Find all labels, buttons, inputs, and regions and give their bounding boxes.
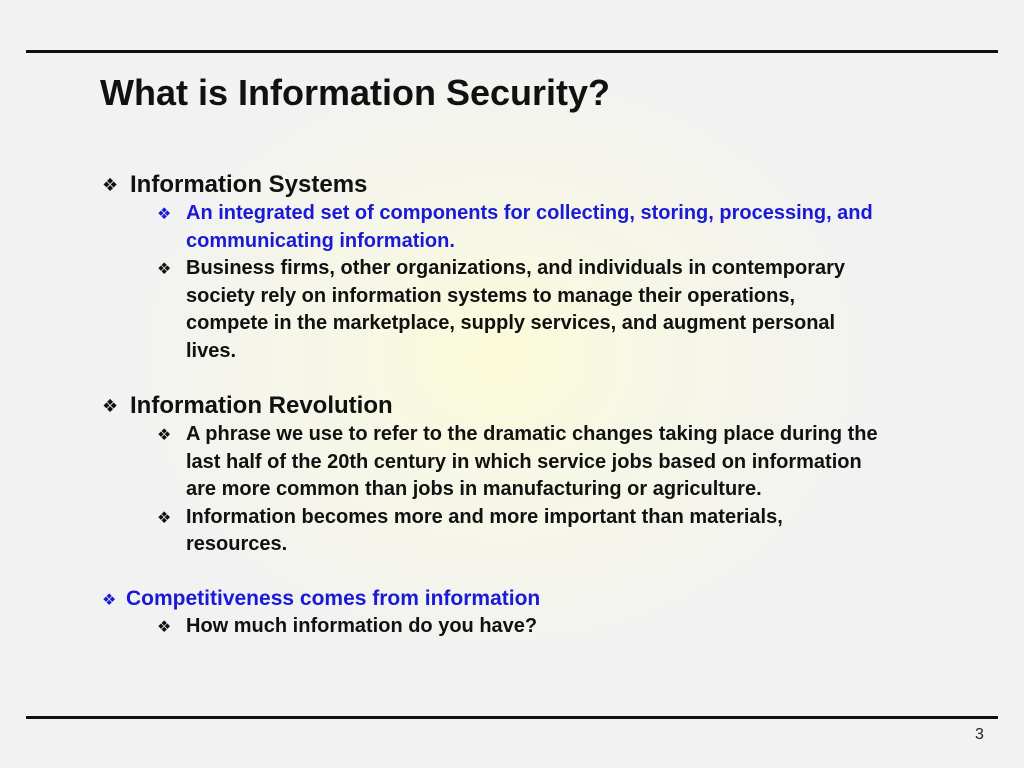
diamond-bullet-icon: ❖ bbox=[157, 425, 172, 444]
list-item bbox=[157, 421, 882, 504]
diamond-bullet-icon: ❖ bbox=[157, 616, 172, 636]
section-heading: Information Systems bbox=[130, 171, 368, 198]
section-competitiveness bbox=[102, 585, 882, 613]
list-item-text: Information becomes more and more important than materials, resources. bbox=[186, 505, 783, 555]
slide-body bbox=[102, 170, 882, 640]
page-number: 3 bbox=[975, 726, 984, 743]
list-item-text: An integrated set of components for collecting, storing, processing, and communicating information. bbox=[186, 202, 873, 252]
diamond-bullet-icon: ❖ bbox=[157, 204, 172, 223]
diamond-bullet-icon: ❖ bbox=[102, 396, 119, 417]
diamond-bullet-icon: ❖ bbox=[157, 259, 172, 278]
list-item bbox=[157, 504, 882, 559]
section-heading: Competitiveness comes from information bbox=[126, 586, 541, 610]
bottom-divider bbox=[26, 716, 998, 719]
list-item bbox=[157, 200, 882, 255]
slide-title: What is Information Security? bbox=[100, 72, 611, 113]
list-item-text: Business firms, other organizations, and individuals in contemporary society rely on information systems to manage their operations, compete in the marketplace, supply services, and augment personal lives. bbox=[186, 257, 846, 362]
section-heading: Information Revolution bbox=[130, 392, 393, 419]
section-information-revolution bbox=[102, 391, 882, 421]
top-divider bbox=[26, 50, 998, 53]
list-item bbox=[157, 613, 882, 641]
diamond-bullet-icon: ❖ bbox=[102, 589, 117, 609]
list-item-text: How much information do you have? bbox=[186, 614, 538, 637]
diamond-bullet-icon: ❖ bbox=[102, 175, 119, 196]
section-information-systems bbox=[102, 170, 882, 200]
list-item bbox=[157, 255, 882, 365]
list-item-text: A phrase we use to refer to the dramatic changes taking place during the last half of the 20th century in which service jobs based on information are more common than jobs in manufacturing or agriculture. bbox=[186, 423, 878, 500]
diamond-bullet-icon: ❖ bbox=[157, 507, 172, 527]
